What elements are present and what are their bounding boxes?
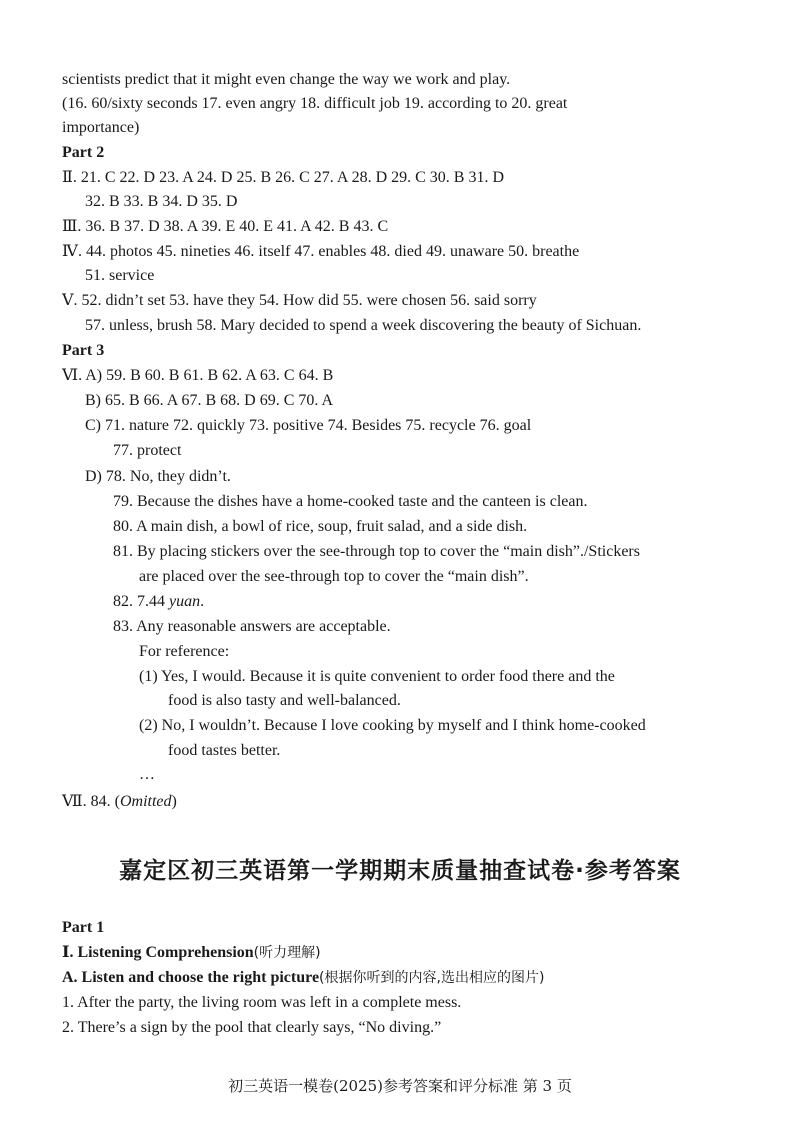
answer-line: (16. 60/sixty seconds 17. even angry 18. difficult job 19. according to 20. great — [62, 95, 568, 112]
answer-line: Ⅴ. 52. didn’t set 53. have they 54. How did 55. were chosen 56. said sorry — [62, 292, 537, 309]
section-title: 嘉定区初三英语第一学期期末质量抽查试卷·参考答案 — [119, 858, 681, 884]
ellipsis: … — [139, 766, 155, 783]
sub-heading: A. Listen and choose the right picture(根据你听到的内容,选出相应的图片) — [62, 969, 545, 986]
answer-line: B) 65. B 66. A 67. B 68. D 69. C 70. A — [85, 392, 334, 409]
answer-line: importance) — [62, 119, 140, 136]
listening-line: 1. After the party, the living room was left in a complete mess. — [62, 994, 462, 1011]
answer-line: are placed over the see-through top to cover the “main dish”. — [139, 568, 529, 585]
answer-line: For reference: — [139, 643, 230, 660]
answer-line: Ⅱ. 21. C 22. D 23. A 24. D 25. B 26. C 27. A 28. D 29. C 30. B 31. D — [62, 169, 505, 186]
section-heading: Ⅰ. Listening Comprehension(听力理解) — [62, 944, 321, 961]
page-footer: 初三英语一模卷(2025)参考答案和评分标准 第 3 页 — [228, 1077, 572, 1095]
part-1-heading: Part 1 — [62, 919, 105, 936]
answer-line: 79. Because the dishes have a home-cooked taste and the canteen is clean. — [113, 493, 588, 510]
answer-line: 83. Any reasonable answers are acceptable. — [113, 618, 391, 635]
answer-line: Ⅵ. A) 59. B 60. B 61. B 62. A 63. C 64. B — [62, 367, 334, 384]
part-2-heading: Part 2 — [62, 144, 105, 161]
listening-line: 2. There’s a sign by the pool that clearly says, “No diving.” — [62, 1019, 442, 1036]
answer-line: Ⅳ. 44. photos 45. nineties 46. itself 47. enables 48. died 49. unaware 50. breathe — [62, 243, 580, 260]
answer-line: C) 71. nature 72. quickly 73. positive 74. Besides 75. recycle 76. goal — [85, 417, 532, 434]
answer-line: 51. service — [85, 267, 155, 284]
answer-line: 80. A main dish, a bowl of rice, soup, fruit salad, and a side dish. — [113, 518, 528, 535]
answer-line-84: Ⅶ. 84. (Omitted) — [62, 793, 177, 810]
answer-line: D) 78. No, they didn’t. — [85, 468, 231, 485]
answer-line-82: 82. 7.44 yuan. — [113, 593, 205, 610]
answer-line: (2) No, I wouldn’t. Because I love cooking by myself and I think home-cooked — [139, 717, 646, 734]
answer-line: (1) Yes, I would. Because it is quite convenient to order food there and the — [139, 668, 615, 685]
answer-line: food is also tasty and well-balanced. — [168, 692, 401, 709]
answer-line: 81. By placing stickers over the see-through top to cover the “main dish”./Stickers — [113, 543, 640, 560]
answer-line: 32. B 33. B 34. D 35. D — [85, 193, 238, 210]
answer-line: 57. unless, brush 58. Mary decided to spend a week discovering the beauty of Sichuan. — [85, 317, 642, 334]
part-3-heading: Part 3 — [62, 342, 105, 359]
answer-line: Ⅲ. 36. B 37. D 38. A 39. E 40. E 41. A 42. B 43. C — [62, 218, 389, 235]
continuation-text: scientists predict that it might even change the way we work and play. — [62, 71, 511, 88]
answer-line: food tastes better. — [168, 742, 281, 759]
answer-line: 77. protect — [113, 442, 182, 459]
